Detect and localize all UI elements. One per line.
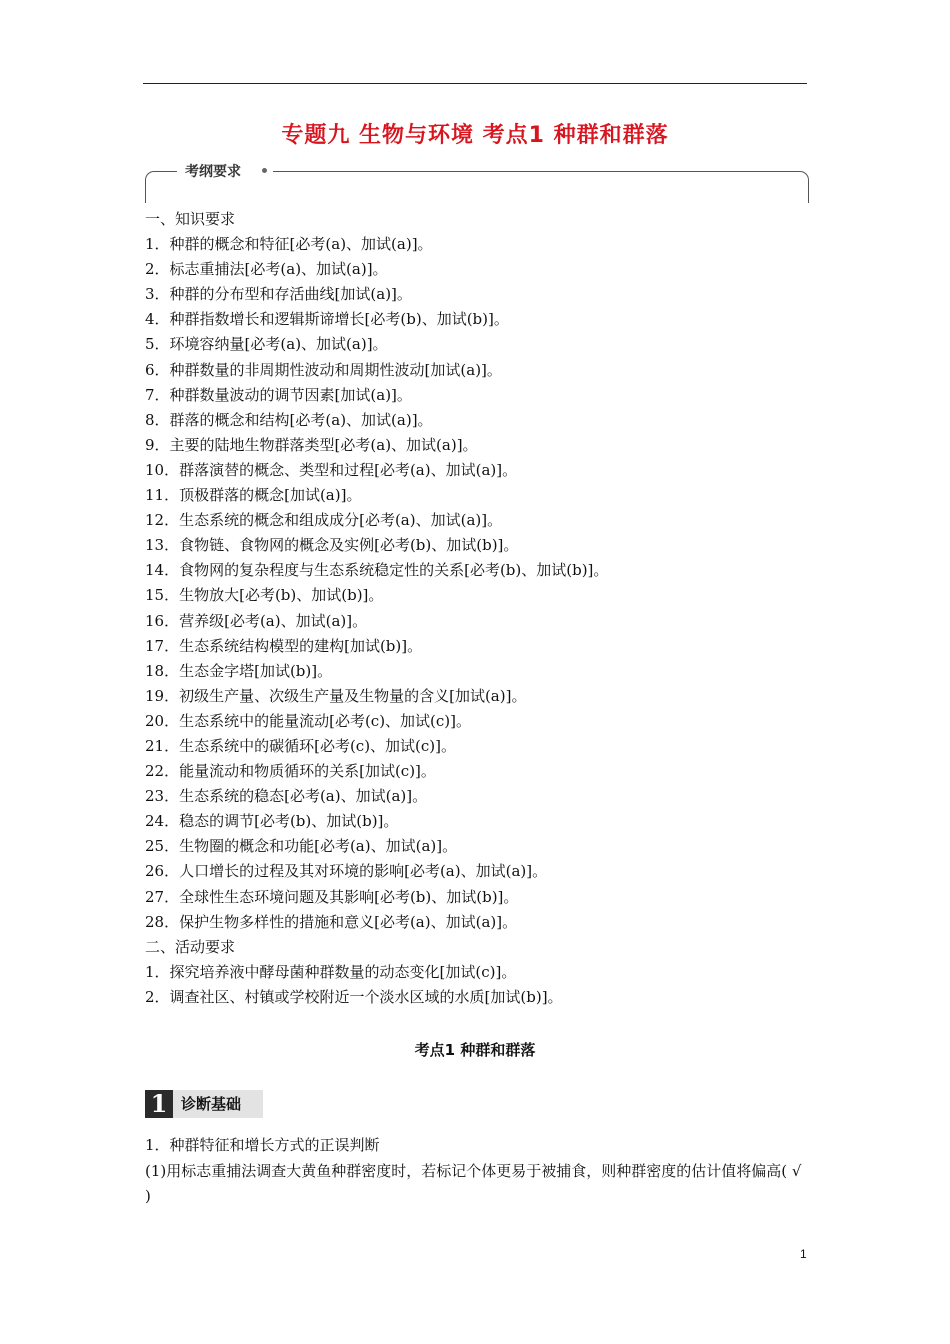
list-item: 20．生态系统中的能量流动[必考(c)、加试(c)]。	[145, 711, 472, 730]
box-dot-right	[262, 168, 267, 173]
list-item: 7．种群数量波动的调节因素[加试(a)]。	[145, 385, 412, 404]
list-item: 25．生物圈的概念和功能[必考(a)、加试(a)]。	[145, 837, 458, 856]
requirements-box	[145, 164, 809, 203]
list-item: 2．标志重捕法[必考(a)、加试(a)]。	[145, 260, 388, 279]
list-item: 21．生态系统中的碳循环[必考(c)、加试(c)]。	[145, 736, 457, 755]
list-item: 一、知识要求	[145, 210, 236, 228]
list-item: 13．食物链、食物网的概念及实例[必考(b)、加试(b)]。	[145, 536, 519, 555]
page-title: 专题九 生物与环境 考点1 种群和群落	[281, 123, 669, 148]
list-item: 6．种群数量的非周期性波动和周期性波动[加试(a)]。	[145, 360, 502, 379]
section-heading: 考点1 种群和群落	[414, 1041, 536, 1059]
list-item: 16．营养级[必考(a)、加试(a)]。	[145, 611, 368, 630]
header-rule	[143, 83, 807, 84]
badge-number: 1	[145, 1090, 173, 1118]
list-item: 15．生物放大[必考(b)、加试(b)]。	[145, 586, 384, 605]
list-item: 19．初级生产量、次级生产量及生物量的含义[加试(a)]。	[145, 686, 527, 705]
list-item: 11．顶极群落的概念[加试(a)]。	[145, 486, 362, 505]
list-item: 26．人口增长的过程及其对环境的影响[必考(a)、加试(a)]。	[145, 862, 548, 881]
badge-label: 诊断基础	[173, 1090, 263, 1118]
list-item: 23．生态系统的稳态[必考(a)、加试(a)]。	[145, 787, 428, 806]
box-edge-right	[808, 181, 809, 203]
page-number: 1	[800, 1247, 807, 1261]
list-item: 9．主要的陆地生物群落类型[必考(a)、加试(a)]。	[145, 435, 478, 454]
list-item: 24．稳态的调节[必考(b)、加试(b)]。	[145, 812, 399, 831]
list-item: 18．生态金字塔[加试(b)]。	[145, 661, 333, 680]
list-item: 17．生态系统结构模型的建构[加试(b)]。	[145, 636, 423, 655]
question-item: (1)用标志重捕法调查大黄鱼种群密度时，若标记个体更易于被捕食，则种群密度的估计值将偏高( √ )	[145, 1161, 802, 1205]
list-item: 27．全球性生态环境问题及其影响[必考(b)、加试(b)]。	[145, 887, 519, 906]
section-badge	[145, 1090, 263, 1118]
list-item: 3．种群的分布型和存活曲线[加试(a)]。	[145, 285, 412, 304]
list-item: 28．保护生物多样性的措施和意义[必考(a)、加试(a)]。	[145, 912, 518, 931]
list-item: 二、活动要求	[145, 937, 236, 956]
list-item: 10．群落演替的概念、类型和过程[必考(a)、加试(a)]。	[145, 460, 518, 479]
box-top-line-right	[273, 171, 799, 172]
list-item: 2．调查社区、村镇或学校附近一个淡水区域的水质[加试(b)]。	[145, 987, 563, 1006]
list-item: 1．种群的概念和特征[必考(a)、加试(a)]。	[145, 235, 433, 254]
question-intro: 1．种群特征和增长方式的正误判断	[145, 1136, 380, 1154]
list-item: 12．生态系统的概念和组成成分[必考(a)、加试(a)]。	[145, 511, 503, 530]
list-item: 5．环境容纳量[必考(a)、加试(a)]。	[145, 335, 388, 354]
list-item: 14．食物网的复杂程度与生态系统稳定性的关系[必考(b)、加试(b)]。	[145, 561, 609, 580]
list-item: 4．种群指数增长和逻辑斯谛增长[必考(b)、加试(b)]。	[145, 310, 509, 329]
box-edge-left	[145, 181, 146, 203]
list-item: 22．能量流动和物质循环的关系[加试(c)]。	[145, 762, 436, 781]
requirements-list	[145, 207, 810, 1010]
list-item: 8．群落的概念和结构[必考(a)、加试(a)]。	[145, 410, 433, 429]
question-block	[145, 1133, 810, 1210]
box-corner-left	[145, 171, 156, 182]
list-item: 1．探究培养液中酵母菌种群数量的动态变化[加试(c)]。	[145, 962, 517, 981]
requirements-box-label: 考纲要求	[181, 161, 245, 181]
box-top-line-left	[155, 171, 177, 172]
